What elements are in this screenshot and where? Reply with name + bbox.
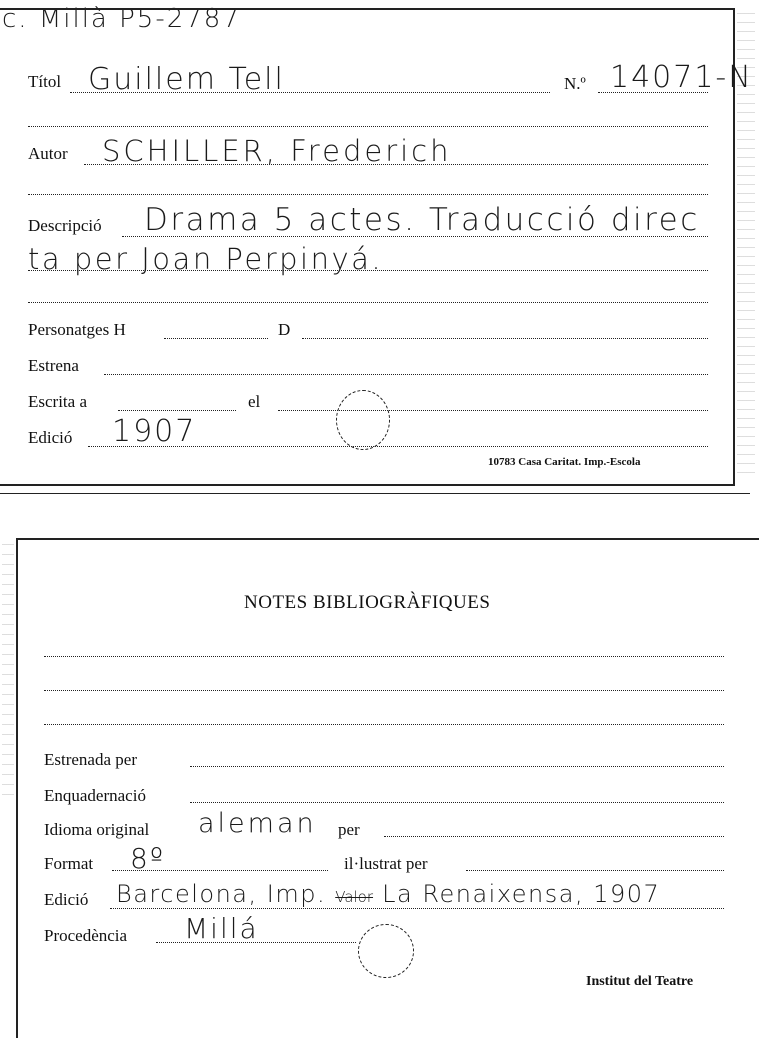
edition-value-place: Barcelona, Imp. [116, 880, 327, 908]
characters-d-label: D [278, 320, 291, 339]
author-value: SCHILLER, Frederich [102, 134, 452, 168]
characters-d-line [302, 338, 708, 339]
catalog-reference: c. Millà P5-2787 [2, 4, 241, 34]
binding-label: Enquadernació [44, 786, 146, 805]
catalog-card-front [0, 8, 753, 486]
card-divider [0, 493, 750, 494]
catalog-card-back [16, 538, 759, 1038]
format-label: Format [44, 854, 94, 873]
provenance-label: Procedència [44, 926, 128, 945]
characters-label: Personatges H [28, 320, 126, 339]
title-value: Guillem Tell [88, 62, 285, 97]
notes-line [44, 690, 724, 691]
description-value-line2: ta per Joan Perpinyá. [28, 242, 384, 276]
premiered-by-label: Estrenada per [44, 750, 137, 769]
number-value: 14071-N [610, 60, 753, 95]
punch-hole-circle [336, 390, 390, 450]
written-place-line [118, 410, 236, 411]
notes-line [44, 656, 724, 657]
provenance-value: Millá [184, 912, 259, 945]
author-label: Autor [28, 144, 68, 163]
characters-h-line [164, 338, 268, 339]
printer-note: 10783 Casa Caritat. Imp.-Escola [488, 456, 641, 468]
edition-value-struck: Valor [335, 888, 374, 906]
illustrated-line [466, 870, 724, 871]
description-label: Descripció [28, 216, 102, 235]
edition-label: Edició [44, 890, 89, 909]
notes-heading: NOTES BIBLIOGRÀFIQUES [244, 592, 491, 613]
binding-line [190, 802, 724, 803]
blank-line [28, 126, 708, 127]
blank-line [28, 302, 708, 303]
edition-value: 1907 [112, 414, 197, 449]
written-el-label: el [248, 392, 261, 411]
edition-value [116, 880, 660, 908]
original-language-label: Idioma original [44, 820, 150, 839]
translator-line [384, 836, 724, 837]
per-label: per [338, 820, 360, 839]
illustrated-label: il·lustrat per [344, 854, 428, 873]
description-value-line1: Drama 5 actes. Traducció direc [144, 202, 700, 238]
format-value: 8º [130, 842, 166, 875]
premiered-by-line [190, 766, 724, 767]
premiere-line [104, 374, 708, 375]
edition-label: Edició [28, 428, 73, 447]
edition-value-publisher: La Renaixensa, 1907 [382, 880, 661, 908]
premiere-label: Estrena [28, 356, 79, 375]
written-label: Escrita a [28, 392, 87, 411]
punch-hole-circle [358, 924, 414, 978]
institution-label: Institut del Teatre [586, 974, 694, 989]
number-label: N.º [564, 74, 586, 93]
original-language-value: aleman [198, 808, 317, 839]
title-label: Títol [28, 72, 62, 91]
card-edge-shadow [2, 540, 14, 800]
notes-line [44, 724, 724, 725]
edition-line [110, 908, 724, 909]
blank-line [28, 194, 708, 195]
